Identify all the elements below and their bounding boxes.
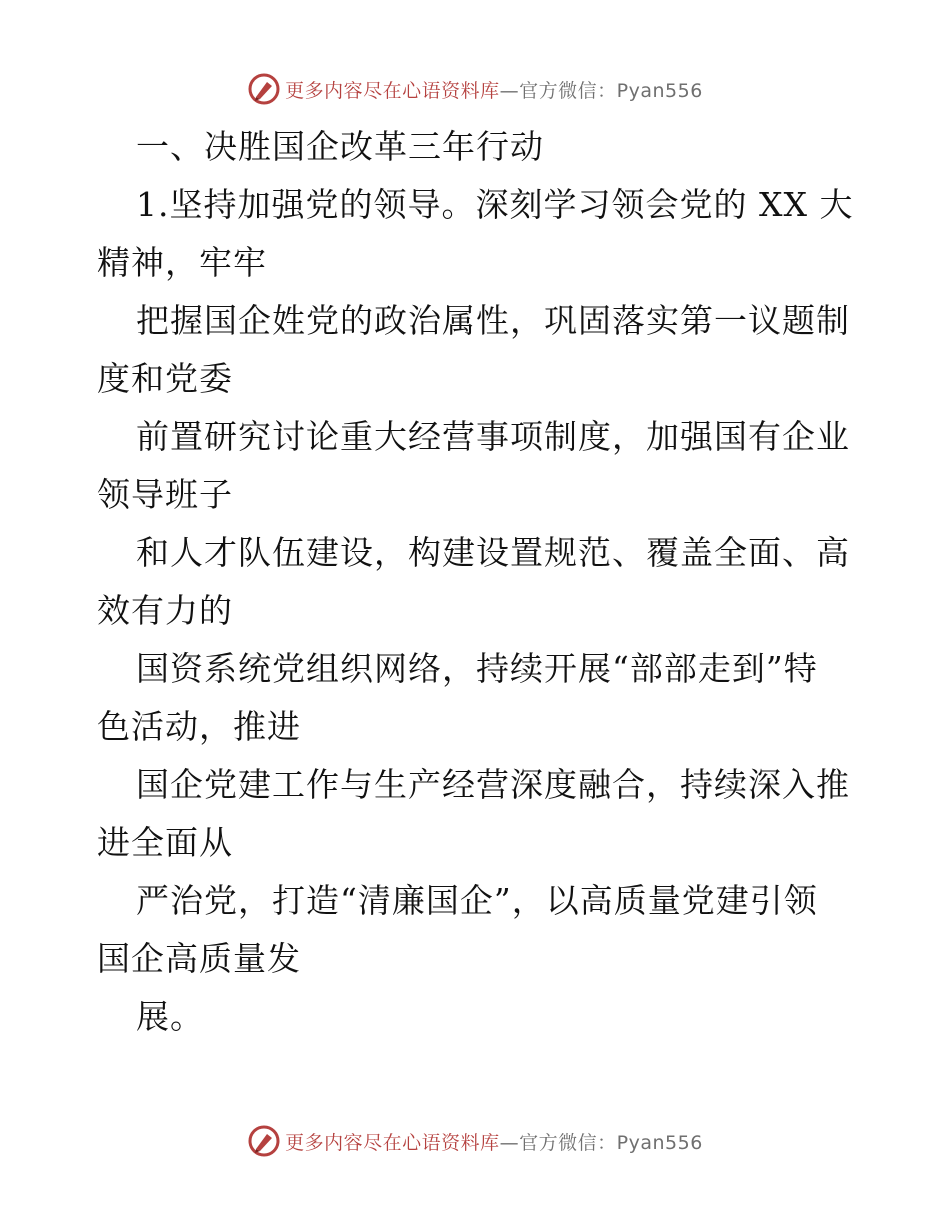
watermark-official: —官方微信：Pyan556 bbox=[499, 1131, 703, 1154]
paragraph-line: 色活动，推进 bbox=[97, 707, 301, 746]
paragraph-line: 严治党，打造“清廉国企”，以高质量党建引领 bbox=[136, 881, 818, 920]
paragraph-line: 国企党建工作与生产经营深度融合，持续深入推 bbox=[136, 765, 850, 804]
watermark-brand: 更多内容尽在心语资料库 bbox=[285, 79, 500, 102]
watermark-official: —官方微信：Pyan556 bbox=[499, 79, 703, 102]
paragraph-line: 国资系统党组织网络，持续开展“部部走到”特 bbox=[136, 649, 818, 688]
paragraph-line: 和人才队伍建设，构建设置规范、覆盖全面、高 bbox=[136, 533, 850, 572]
header-watermark bbox=[0, 72, 950, 106]
pen-nib-logo-icon bbox=[247, 72, 281, 106]
paragraph-line: 1.坚持加强党的领导。深刻学习领会党的 XX 大 bbox=[136, 185, 854, 224]
paragraph-line: 度和党委 bbox=[97, 359, 233, 398]
paragraph-line: 精神，牢牢 bbox=[97, 243, 267, 282]
paragraph-line: 效有力的 bbox=[97, 591, 233, 630]
paragraph-line: 展。 bbox=[136, 997, 204, 1036]
pen-nib-logo-icon bbox=[247, 1124, 281, 1158]
watermark-brand: 更多内容尽在心语资料库 bbox=[285, 1131, 500, 1154]
section-heading: 一、决胜国企改革三年行动 bbox=[136, 127, 544, 166]
paragraph-line: 进全面从 bbox=[97, 823, 233, 862]
paragraph-line: 前置研究讨论重大经营事项制度，加强国有企业 bbox=[136, 417, 850, 456]
paragraph-line: 国企高质量发 bbox=[97, 939, 301, 978]
paragraph-line: 把握国企姓党的政治属性，巩固落实第一议题制 bbox=[136, 301, 850, 340]
document-body bbox=[97, 118, 857, 1046]
paragraph-line: 领导班子 bbox=[97, 475, 233, 514]
footer-watermark bbox=[0, 1124, 950, 1158]
